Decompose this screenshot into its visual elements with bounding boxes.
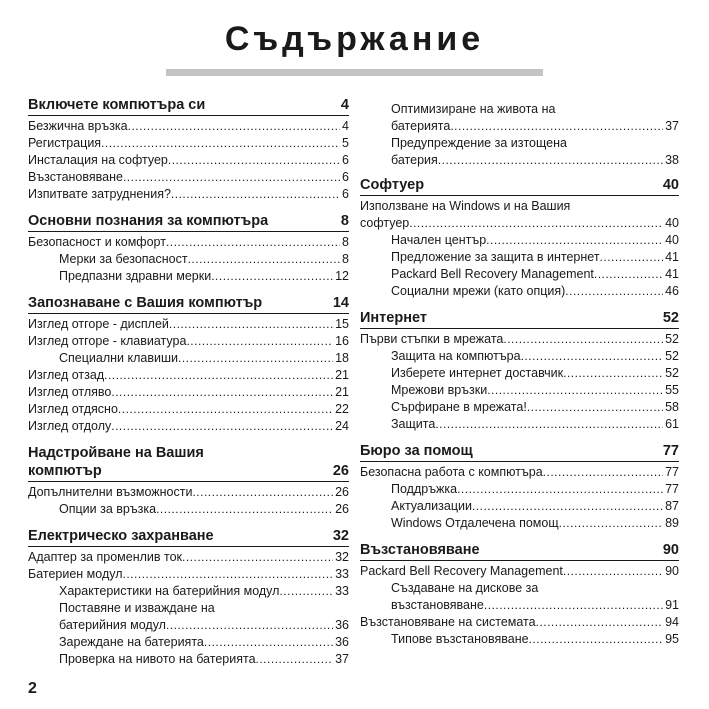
toc-entry[interactable]: Инсталация на софтуер ..... 6 [28, 152, 349, 169]
toc-entry[interactable]: Изглед отдясно ..... 22 [28, 401, 349, 418]
toc-subentry[interactable]: Предложение за защита в интернет ..... 41 [360, 249, 679, 266]
toc-subentry[interactable]: Типове възстановяване ..... 95 [360, 631, 679, 648]
toc-entry[interactable]: Изглед отляво ..... 21 [28, 384, 349, 401]
toc-entry[interactable]: Възстановяване ..... 6 [28, 169, 349, 186]
toc-section-heading[interactable]: Електрическо захранване 32 [28, 527, 349, 547]
toc-section-heading[interactable]: Надстройване на Вашия компютър 26 [28, 444, 349, 482]
toc-entry[interactable]: Допълнителни възможности ..... 26 [28, 484, 349, 501]
toc-entry[interactable]: Packard Bell Recovery Management ..... 90 [360, 563, 679, 580]
toc-section-heading[interactable]: Запознаване с Вашия компютър 14 [28, 294, 349, 314]
toc-subentry[interactable]: Специални клавиши ..... 18 [28, 350, 349, 367]
title-underline [166, 69, 543, 76]
toc-entry[interactable]: Батериен модул ..... 33 [28, 566, 349, 583]
toc-subentry[interactable]: възстановяване ..... 91 [360, 597, 679, 614]
toc-subentry[interactable]: Проверка на нивото на батерията ..... 37 [28, 651, 349, 668]
toc-entry[interactable]: Регистрация ..... 5 [28, 135, 349, 152]
section-page: 14 [332, 295, 349, 311]
section-page: 90 [662, 542, 679, 558]
toc-subentry[interactable]: Поддръжка ..... 77 [360, 481, 679, 498]
toc-subentry[interactable]: Актуализации ..... 87 [360, 498, 679, 515]
toc-section-heading[interactable]: Възстановяване 90 [360, 541, 679, 561]
toc-subentry[interactable]: Защита ..... 61 [360, 416, 679, 433]
toc-subentry[interactable]: Windows Отдалечена помощ ..... 89 [360, 515, 679, 532]
toc-entry[interactable]: Изглед отзад ..... 21 [28, 367, 349, 384]
toc-subentry-first-line[interactable]: Оптимизиране на живота на [391, 102, 556, 116]
page-number: 2 [28, 680, 37, 697]
section-page: 77 [662, 443, 679, 459]
section-page: 26 [332, 463, 349, 479]
toc-subentry[interactable]: Изберете интернет доставчик ..... 52 [360, 365, 679, 382]
toc-subentry[interactable]: батерия ..... 38 [360, 152, 679, 169]
toc-subentry-first-line[interactable]: Създаване на дискове за [391, 581, 539, 595]
toc-entry[interactable]: Възстановяване на системата ..... 94 [360, 614, 679, 631]
toc-right-column [360, 101, 679, 648]
toc-left-column [28, 96, 349, 668]
toc-subentry[interactable]: Сърфиране в мрежата! ..... 58 [360, 399, 679, 416]
toc-subentry[interactable]: Зареждане на батерията ..... 36 [28, 634, 349, 651]
toc-subentry[interactable]: Предпазни здравни мерки ..... 12 [28, 268, 349, 285]
page-title: Съдържание [224, 20, 485, 58]
toc-subentry[interactable]: Опции за връзка ..... 26 [28, 501, 349, 518]
toc-section-heading[interactable]: Основни познания за компютъра 8 [28, 212, 349, 232]
toc-entry-first-line[interactable]: Използване на Windows и на Вашия [360, 199, 571, 213]
toc-subentry[interactable]: Начален център ..... 40 [360, 232, 679, 249]
toc-subentry[interactable]: Защита на компютъра ..... 52 [360, 348, 679, 365]
toc-entry[interactable]: Адаптер за променлив ток ..... 32 [28, 549, 349, 566]
toc-subentry[interactable]: батерийния модул ..... 36 [28, 617, 349, 634]
toc-subentry[interactable]: батерията ..... 37 [360, 118, 679, 135]
toc-subentry[interactable]: Мрежови връзки ..... 55 [360, 382, 679, 399]
toc-entry[interactable]: Изглед отгоре - клавиатура ..... 16 [28, 333, 349, 350]
section-page: 40 [662, 177, 679, 193]
toc-entry[interactable]: Безопасна работа с компютъра ..... 77 [360, 464, 679, 481]
toc-entry[interactable]: Изпитвате затруднения? ..... 6 [28, 186, 349, 203]
toc-section-heading[interactable]: Софтуер 40 [360, 176, 679, 196]
toc-section-heading[interactable]: Бюро за помощ 77 [360, 442, 679, 462]
toc-section-heading[interactable]: Включете компютъра си 4 [28, 96, 349, 116]
section-page: 4 [340, 97, 349, 113]
toc-entry[interactable]: софтуер ..... 40 [360, 215, 679, 232]
toc-subentry[interactable]: Packard Bell Recovery Management ..... 41 [360, 266, 679, 283]
toc-section-heading[interactable]: Интернет 52 [360, 309, 679, 329]
toc-entry[interactable]: Изглед отдолу ..... 24 [28, 418, 349, 435]
toc-subentry-first-line[interactable]: Поставяне и изваждане на [59, 601, 215, 615]
toc-subentry[interactable]: Характеристики на батерийния модул ..... 33 [28, 583, 349, 600]
toc-entry[interactable]: Първи стъпки в мрежата ..... 52 [360, 331, 679, 348]
section-page: 8 [340, 213, 349, 229]
toc-entry[interactable]: Безопасност и комфорт ..... 8 [28, 234, 349, 251]
section-page: 52 [662, 310, 679, 326]
toc-subentry-first-line[interactable]: Предупреждение за изтощена [391, 136, 567, 150]
section-page: 32 [332, 528, 349, 544]
toc-subentry[interactable]: Мерки за безопасност ..... 8 [28, 251, 349, 268]
toc-subentry[interactable]: Социални мрежи (като опция) ..... 46 [360, 283, 679, 300]
toc-entry[interactable]: Безжична връзка ..... 4 [28, 118, 349, 135]
toc-entry[interactable]: Изглед отгоре - дисплей ..... 15 [28, 316, 349, 333]
